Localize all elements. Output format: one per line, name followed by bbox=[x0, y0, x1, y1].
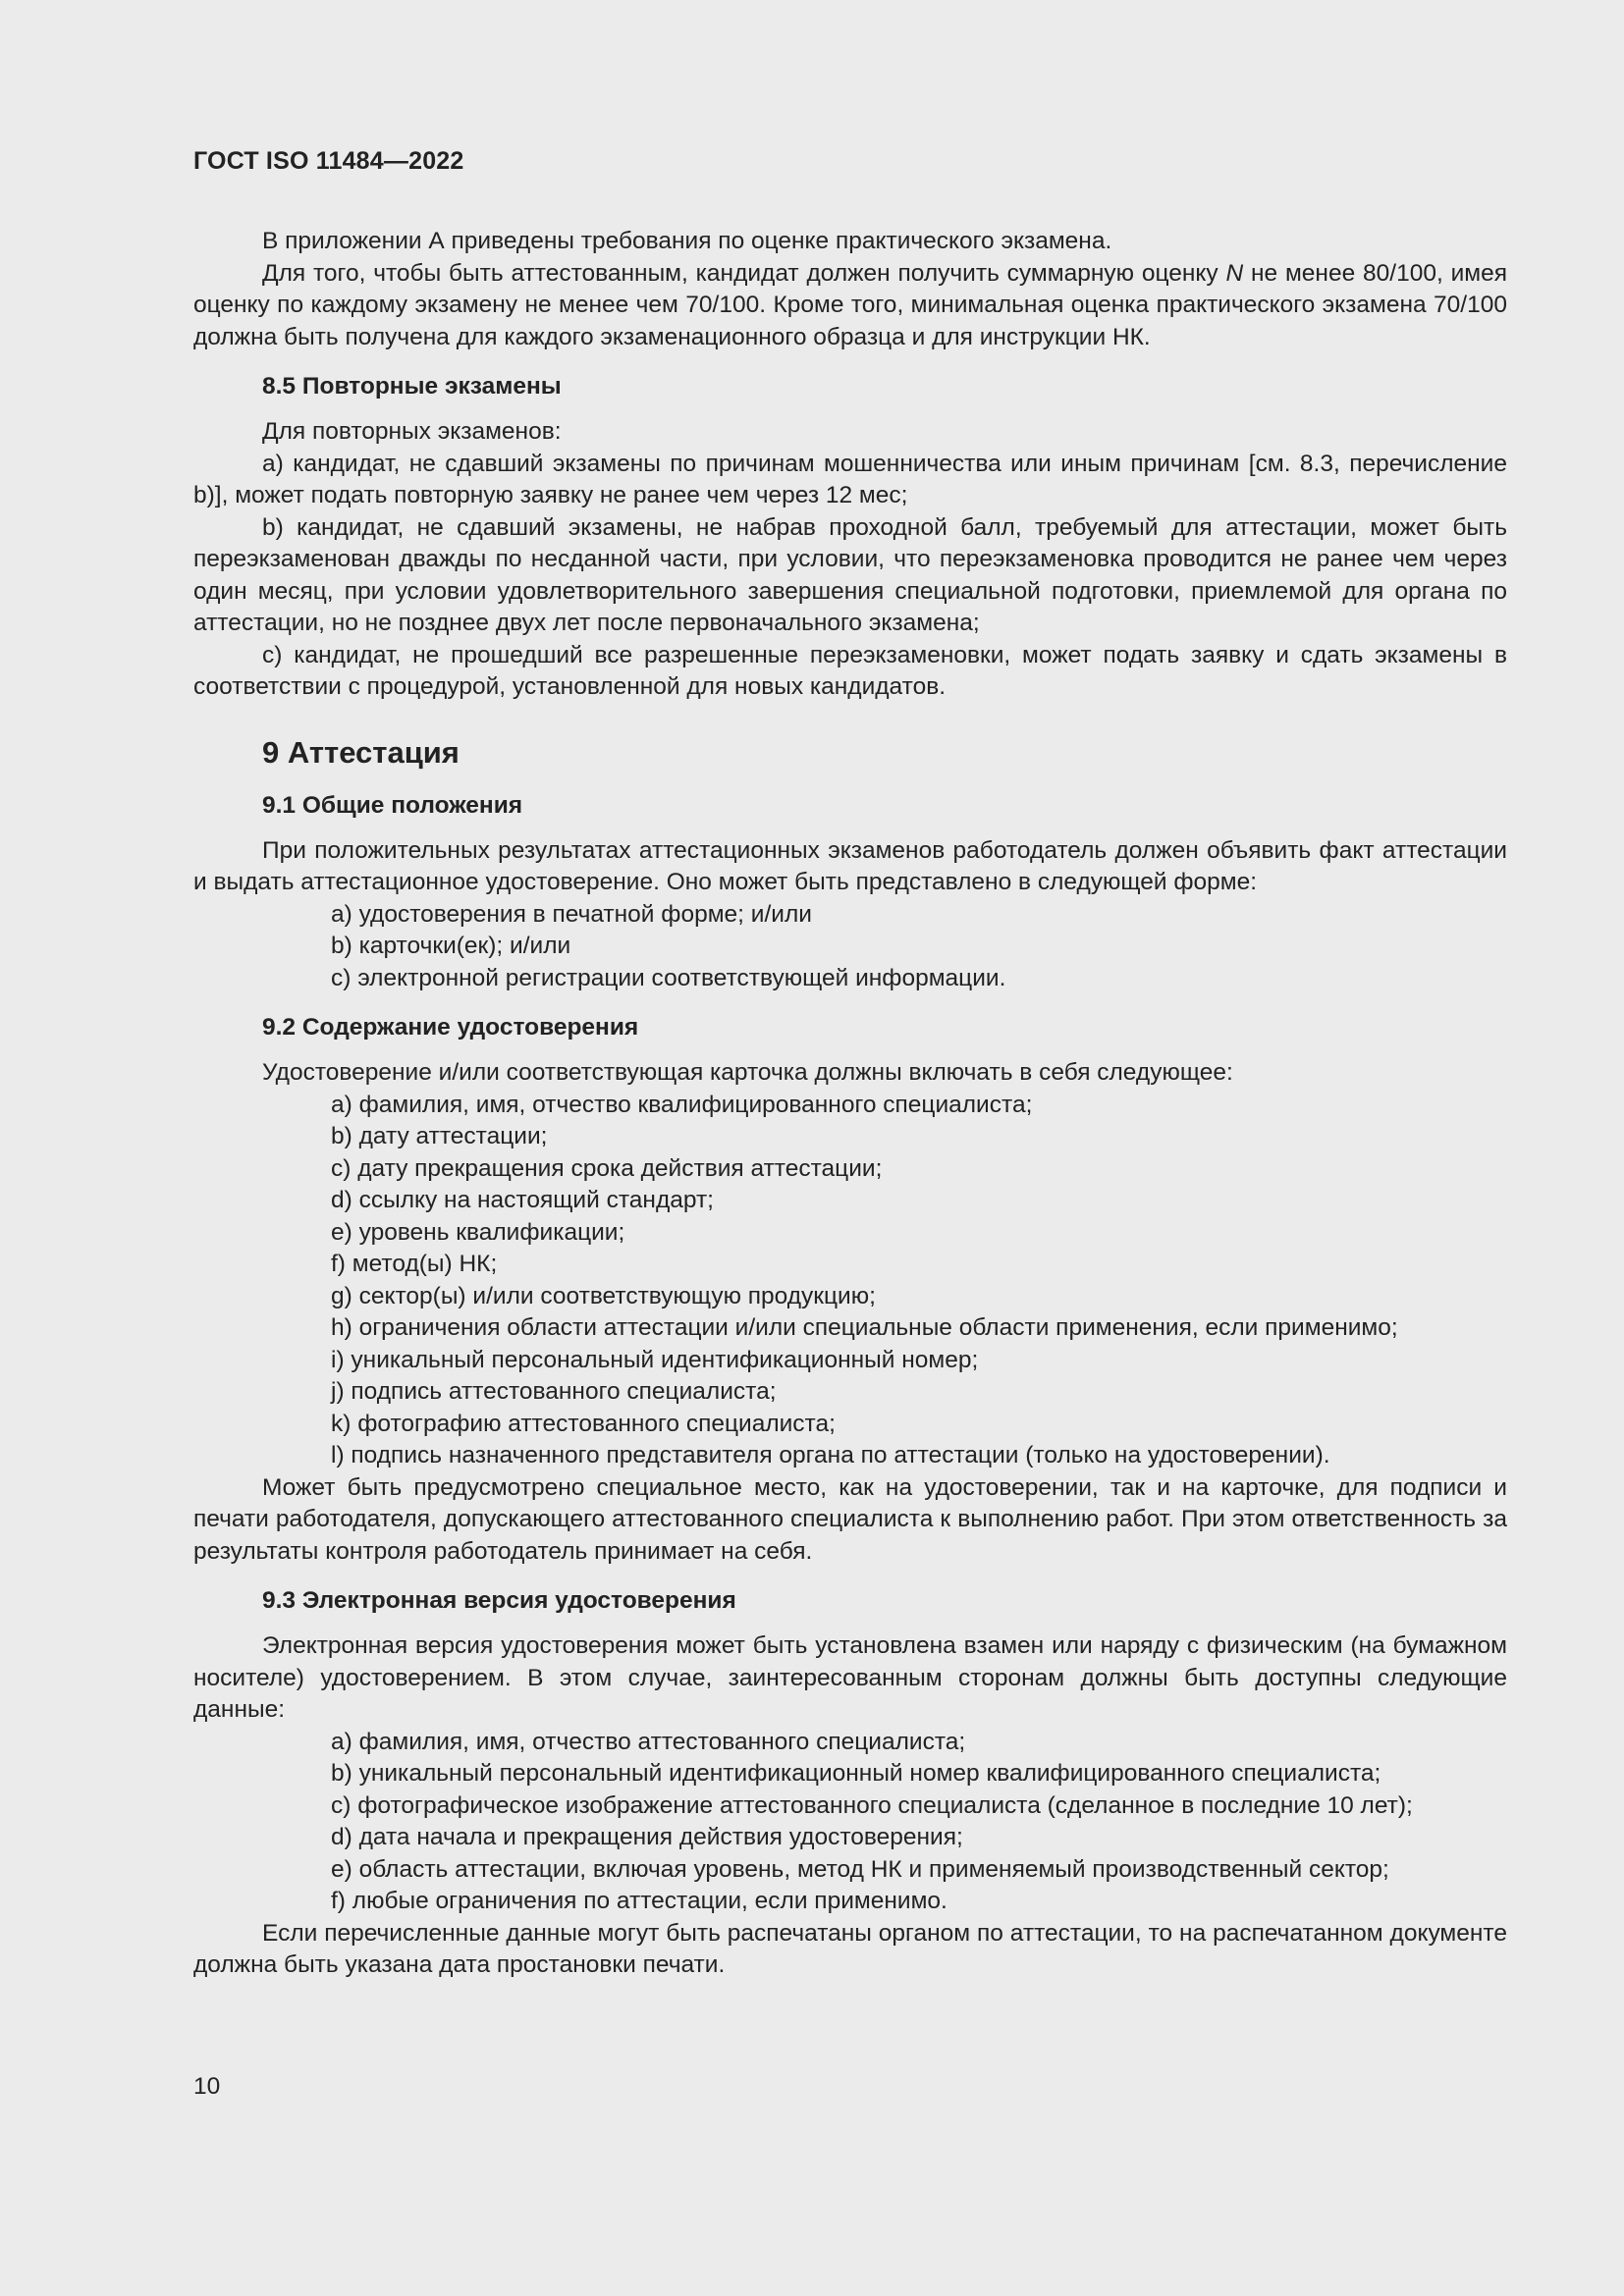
list-item: f) любые ограничения по аттестации, если применимо. bbox=[331, 1888, 947, 1914]
list-item: c) фотографическое изображение аттестованного специалиста (сделанное в последние 10 лет); bbox=[331, 1791, 1413, 1819]
variable-n: N bbox=[1225, 259, 1244, 287]
list-item: k) фотографию аттестованного специалиста; bbox=[331, 1410, 836, 1437]
list-item: a) удостоверения в печатной форме; и/или bbox=[331, 900, 812, 928]
list-item: f) метод(ы) НК; bbox=[331, 1251, 498, 1277]
intro-paragraph-2: Для того, чтобы быть аттестованным, кандидат должен получить суммарную оценку N не менее 80/100, имея оценку по каждому экзамену не менее чем 70/100. Кроме того, минимальная оценка практического экзамена 70/100 должна быть получена для каждого экзаменационного образца и для инструкции НК. bbox=[193, 259, 1507, 350]
list-item: c) кандидат, не прошедший все разрешенные переэкзаменовки, может подать заявку и сдать экзамены в соответствии с процедурой, установленной для новых кандидатов. bbox=[193, 641, 1507, 700]
list-item: b) дату аттестации; bbox=[331, 1123, 548, 1149]
section-9-3-lead: Электронная версия удостоверения может быть установлена взамен или наряду с физическим (на бумажном носителе) удостоверением. В этом случае, заинтересованным сторонам должны быть доступны следующие данные: bbox=[193, 1632, 1507, 1723]
list-item: g) сектор(ы) и/или соответствующую продукцию; bbox=[331, 1282, 876, 1309]
list-item: b) карточки(ек); и/или bbox=[331, 933, 571, 959]
list-item: b) кандидат, не сдавший экзамены, не набрав проходной балл, требуемый для аттестации, может быть переэкзаменован дважды по несданной части, при условии, что переэкзаменовка проводится не ранее чем через один месяц, при условии удовлетворительного завершения специальной подготовки, приемлемой для органа по аттестации, но не позднее двух лет после первоначального экзамена; bbox=[193, 513, 1507, 636]
list-item: h) ограничения области аттестации и/или специальные области применения, если применимо; bbox=[331, 1314, 1398, 1341]
section-9-2-title: 9.2 Содержание удостоверения bbox=[262, 1014, 639, 1041]
section-9-2-lead: Удостоверение и/или соответствующая карточка должны включать в себя следующее: bbox=[262, 1059, 1233, 1086]
list-item: j) подпись аттестованного специалиста; bbox=[331, 1378, 777, 1405]
list-item: a) фамилия, имя, отчество квалифицированного специалиста; bbox=[331, 1091, 1033, 1118]
section-9-2-closing: Может быть предусмотрено специальное место, как на удостоверении, так и на карточке, для подписи и печати работодателя, допускающего аттестованного специалиста к выполнению работ. При этом ответственность за результаты контроля работодатель принимает на себя. bbox=[193, 1473, 1507, 1565]
list-item: i) уникальный персональный идентификационный номер; bbox=[331, 1346, 979, 1373]
page-content bbox=[193, 226, 1507, 1982]
list-item: c) электронной регистрации соответствующей информации. bbox=[331, 964, 1006, 991]
list-item: e) уровень квалификации; bbox=[331, 1218, 625, 1246]
list-item: a) кандидат, не сдавший экзамены по причинам мошенничества или иным причинам [см. 8.3, перечисление b)], может подать повторную заявку не ранее чем через 12 мес; bbox=[193, 450, 1507, 508]
section-9-1-lead: При положительных результатах аттестационных экзаменов работодатель должен объявить факт аттестации и выдать аттестационное удостоверение. Оно может быть представлено в следующей форме: bbox=[193, 836, 1507, 895]
list-item: l) подпись назначенного представителя органа по аттестации (только на удостоверении). bbox=[331, 1442, 1330, 1468]
list-item: e) область аттестации, включая уровень, метод НК и применяемый производственный сектор; bbox=[331, 1855, 1389, 1883]
section-8-5-title: 8.5 Повторные экзамены bbox=[262, 373, 562, 400]
section-9-1-title: 9.1 Общие положения bbox=[262, 791, 523, 819]
section-9-title: 9 Аттестация bbox=[262, 734, 460, 770]
list-item: a) фамилия, имя, отчество аттестованного специалиста; bbox=[331, 1728, 966, 1755]
list-item: d) дата начала и прекращения действия удостоверения; bbox=[331, 1824, 963, 1850]
section-9-3-title: 9.3 Электронная версия удостоверения bbox=[262, 1587, 736, 1614]
standard-header: ГОСТ ISO 11484—2022 bbox=[193, 147, 464, 175]
list-item: b) уникальный персональный идентификационный номер квалифицированного специалиста; bbox=[331, 1760, 1381, 1787]
page-number: 10 bbox=[193, 2073, 221, 2100]
section-9-3-closing: Если перечисленные данные могут быть распечатаны органом по аттестации, то на распечатанном документе должна быть указана дата простановки печати. bbox=[193, 1919, 1507, 1978]
intro-paragraph-1: В приложении А приведены требования по оценке практического экзамена. bbox=[262, 228, 1112, 254]
section-8-5-lead: Для повторных экзаменов: bbox=[262, 418, 562, 445]
list-item: c) дату прекращения срока действия аттестации; bbox=[331, 1154, 883, 1182]
list-item: d) ссылку на настоящий стандарт; bbox=[331, 1187, 714, 1213]
